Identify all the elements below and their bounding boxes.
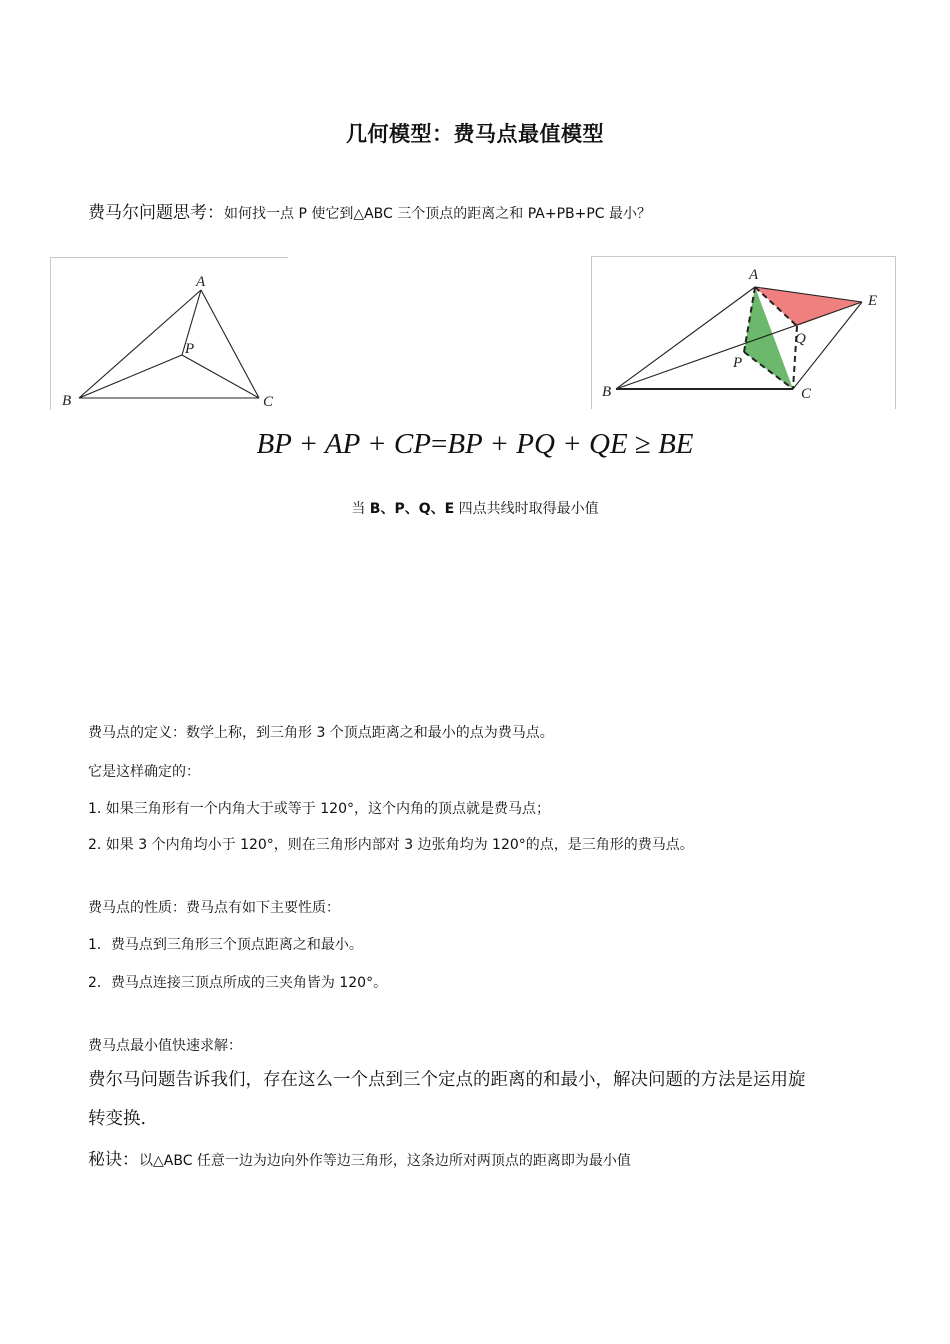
- formula-mid: BP + PQ + QE: [447, 428, 628, 460]
- fermat-question: [88, 198, 651, 223]
- caption-post: 四点共线时取得最小值: [454, 501, 599, 517]
- triangle-abc-diagram: [51, 258, 288, 410]
- side-ab: [616, 287, 755, 389]
- tip-text: 以△ABC 任意一边为边向外作等边三角形，这条边所对两顶点的距离即为最小值: [139, 1153, 631, 1169]
- formula-caption: [0, 498, 950, 518]
- label-p: P: [185, 341, 195, 357]
- properties-item-1: 1．费马点到三角形三个顶点距离之和最小。: [88, 937, 363, 953]
- tip-lead: 秘诀：: [88, 1150, 139, 1170]
- formula-eq: =: [430, 428, 448, 460]
- segment-pb: [79, 355, 182, 398]
- label-c: C: [263, 394, 274, 410]
- solution-paragraph-line-1: 费尔马问题告诉我们，存在这么一个点到三个定点的距离的和最小，解决问题的方法是运用旋: [88, 1070, 806, 1090]
- solution-tip: [88, 1145, 631, 1170]
- label-a: A: [196, 274, 206, 290]
- formula-ge: ≥: [627, 428, 659, 460]
- segment-be: [616, 302, 862, 389]
- inequality-formula: [0, 428, 950, 461]
- properties-heading: 费马点的性质：费马点有如下主要性质：: [88, 900, 340, 916]
- label-p: P: [733, 355, 743, 371]
- side-ab: [79, 290, 201, 398]
- caption-points: B、P、Q、E: [369, 501, 455, 517]
- label-b: B: [62, 393, 72, 409]
- formula-rhs: BE: [658, 428, 694, 460]
- caption-pre: 当: [351, 501, 370, 517]
- formula-lhs: BP + AP + CP: [256, 428, 431, 460]
- question-lead: 费马尔问题思考：: [88, 203, 224, 223]
- definition-line: 费马点的定义：数学上称，到三角形 3 个顶点距离之和最小的点为费马点。: [88, 725, 554, 741]
- figure-triangle-abc: [50, 257, 288, 410]
- definition-intro: 它是这样确定的：: [88, 764, 200, 780]
- solution-paragraph-line-2: 转变换.: [88, 1109, 147, 1129]
- question-text: 如何找一点 P 使它到△ABC 三个顶点的距离之和 PA+PB+PC 最小？: [224, 206, 652, 222]
- label-e: E: [868, 293, 878, 309]
- label-q: Q: [795, 331, 806, 347]
- figure-rotation-construction: [591, 256, 896, 409]
- red-triangle: [755, 287, 862, 326]
- label-c: C: [801, 386, 812, 402]
- rotation-diagram: [592, 257, 895, 409]
- definition-item-1: 1. 如果三角形有一个内角大于或等于 120°，这个内角的顶点就是费马点；: [88, 801, 550, 817]
- definition-item-2: 2. 如果 3 个内角均小于 120°，则在三角形内部对 3 边张角均为 120°的点，是三角形的费马点。: [88, 837, 694, 853]
- label-b: B: [602, 384, 612, 400]
- solution-heading: 费马点最小值快速求解：: [88, 1038, 242, 1054]
- label-a: A: [749, 267, 759, 283]
- properties-item-2: 2．费马点连接三顶点所成的三夹角皆为 120°。: [88, 975, 388, 991]
- page-title: 几何模型：费马点最值模型: [346, 122, 604, 146]
